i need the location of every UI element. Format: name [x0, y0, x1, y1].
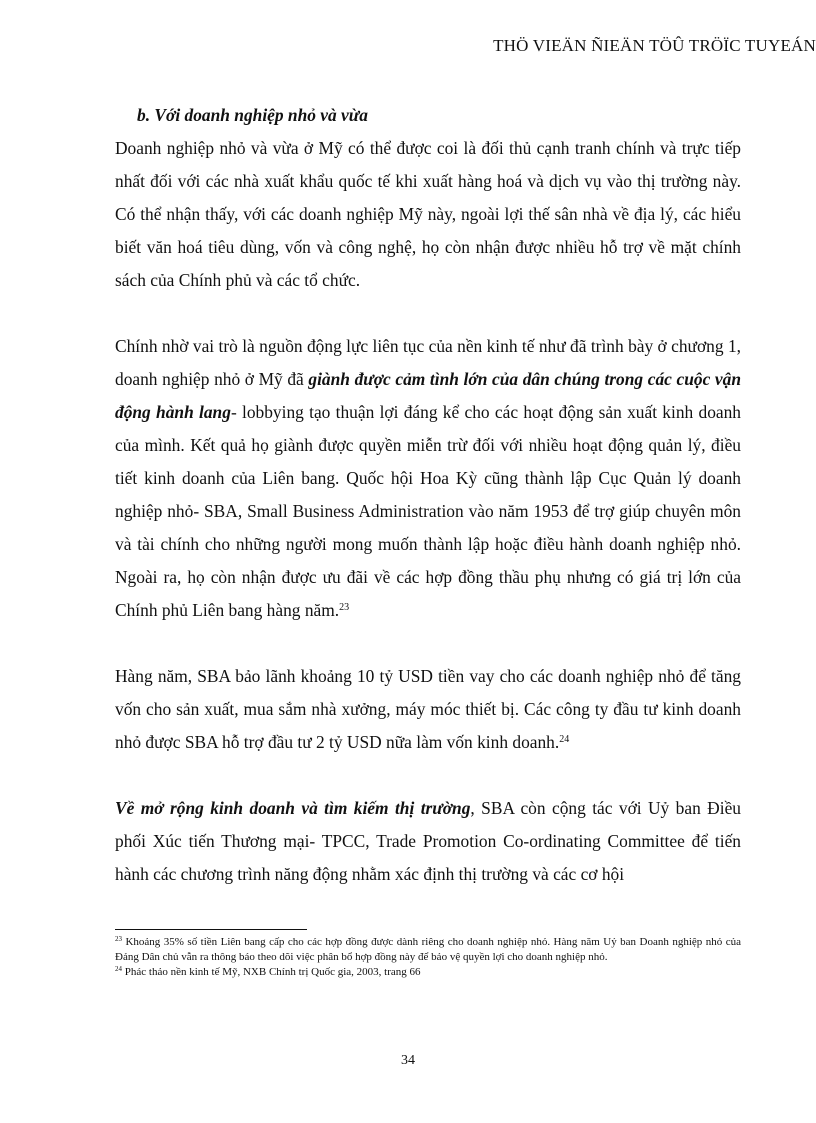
paragraph-2-start: Chính nhờ vai trò là nguồn động lực liên tục của nền kinh tế như đã trình bày ở chương 1, doanh nghiệp nhỏ ở Mỹ đã [115, 336, 741, 389]
footnotes [115, 935, 741, 980]
paragraph-4 [115, 792, 741, 891]
section-heading: b. Với doanh nghiệp nhỏ và vừa [137, 105, 368, 125]
paragraph-3 [115, 660, 741, 759]
running-header: THÖ VIEÄN ÑIEÄN TÖÛ TRÖÏC TUYEÁN [493, 36, 816, 55]
page-number: 34 [401, 1053, 415, 1068]
paragraph-3-text: Hàng năm, SBA bảo lãnh khoảng 10 tỷ USD tiền vay cho các doanh nghiệp nhỏ để tăng vốn cho sản xuất, mua sắm nhà xưởng, máy móc thiết bị. Các công ty đầu tư kinh doanh nhỏ được SBA hỗ trợ đầu tư 2 tỷ USD nữa làm vốn kinh doanh. [115, 666, 741, 752]
footnote-text: Khoảng 35% số tiền Liên bang cấp cho các hợp đồng được dành riêng cho doanh nghiệp nhỏ. Hàng năm Uỷ ban Doanh nghiệp nhỏ của Đảng Dân chủ vẫn ra thông báo theo dõi việc phân bổ hợp đồng này để bảo vệ quyền lợi cho doanh nghiệp nhỏ. [115, 936, 741, 963]
footnote-divider [115, 929, 307, 930]
paragraph-2-emphasis: giành được cảm tình lớn của dân chúng trong các cuộc vận động hành lang [115, 369, 741, 422]
footnote-text: Phác thảo nền kinh tế Mỹ, NXB Chính trị Quốc gia, 2003, trang 66 [122, 966, 421, 978]
footnote-ref-24[interactable]: 24 [559, 734, 570, 745]
footnote-ref-23[interactable]: 23 [339, 602, 350, 613]
footnote-24 [115, 965, 741, 980]
footnote-number: 23 [115, 935, 122, 943]
footnote-number: 24 [115, 965, 122, 973]
paragraph-4-emphasis: Về mở rộng kinh doanh và tìm kiếm thị trường [115, 798, 471, 818]
paragraph-2-end: - lobbying tạo thuận lợi đáng kể cho các hoạt động sản xuất kinh doanh của mình. Kết quả họ giành được quyền miễn trừ đối với nhiều hoạt động quản lý, điều tiết kinh doanh của Liên bang. Quốc hội Hoa Kỳ cũng thành lập Cục Quản lý doanh nghiệp nhỏ- SBA, Small Business Administration vào năm 1953 để trợ giúp chuyên môn và tài chính cho những người mong muốn thành lập hoặc điều hành doanh nghiệp nhỏ. Ngoài ra, họ còn nhận được ưu đãi về các hợp đồng thầu phụ nhưng có giá trị lớn của Chính phủ Liên bang hàng năm. [115, 402, 742, 620]
paragraph-2 [115, 330, 741, 627]
paragraph-1: Doanh nghiệp nhỏ và vừa ở Mỹ có thể được coi là đối thủ cạnh tranh chính và trực tiếp nhất đối với các nhà xuất khẩu quốc tế khi xuất hàng hoá và dịch vụ vào thị trường này. Có thể nhận thấy, với các doanh nghiệp Mỹ này, ngoài lợi thế sân nhà về địa lý, các hiểu biết văn hoá tiêu dùng, vốn và công nghệ, họ còn nhận được nhiều hỗ trợ về mặt chính sách của Chính phủ và các tổ chức. [115, 138, 741, 290]
page-body [115, 99, 741, 891]
paragraph-4-text: , SBA còn cộng tác với Uỷ ban Điều phối Xúc tiến Thương mại- TPCC, Trade Promotion Co-ordinating Committee để tiến hành các chương trình năng động nhằm xác định thị trường và các cơ hội [115, 798, 741, 884]
footnote-23 [115, 935, 741, 965]
